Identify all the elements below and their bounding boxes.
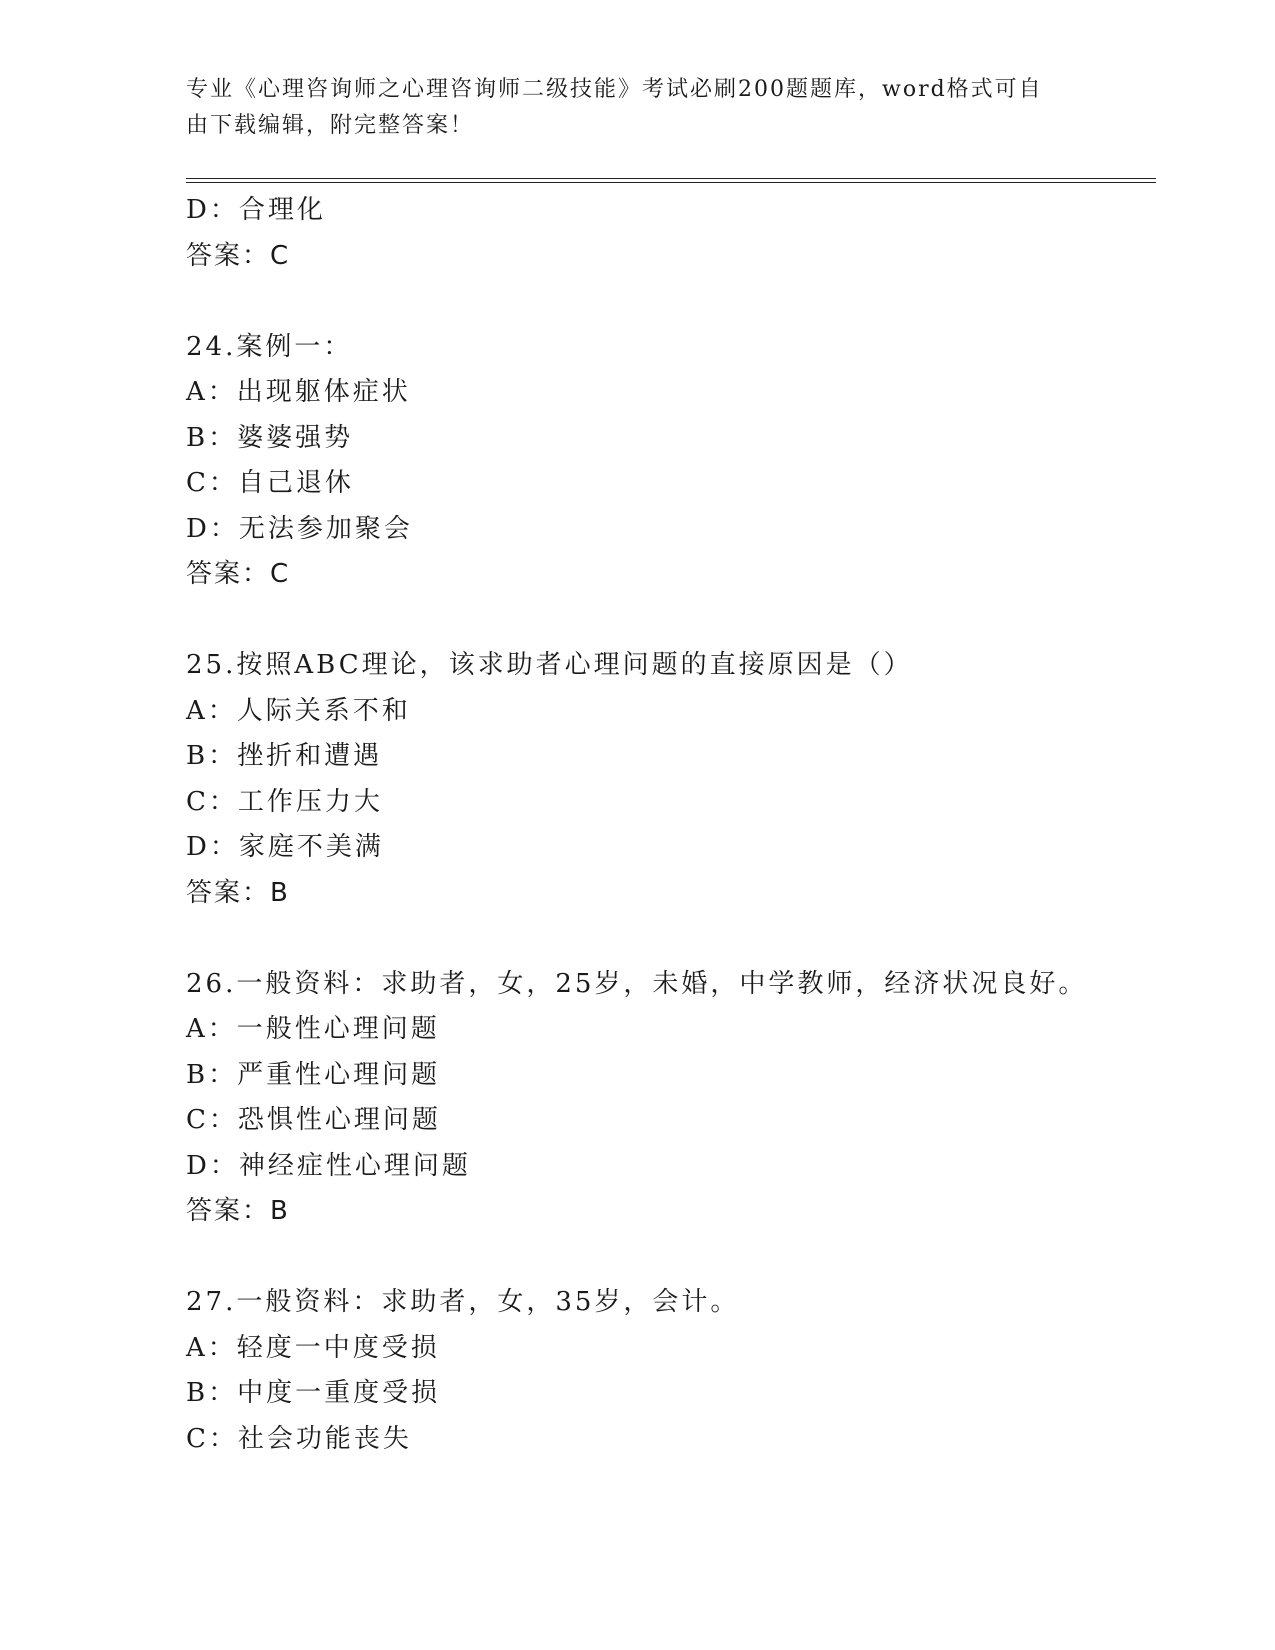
question-block-24 [186, 325, 1146, 598]
option-c: C：社会功能丧失 [186, 1423, 412, 1454]
option-a: A：一般性心理问题 [186, 1014, 440, 1044]
spacer [186, 279, 1146, 325]
header-divider [186, 178, 1156, 183]
option-d: D：合理化 [186, 195, 326, 225]
answer-line: 答案：B [186, 1196, 290, 1226]
option-d: D：家庭不美满 [186, 832, 384, 862]
option-b: B：严重性心理问题 [186, 1059, 441, 1090]
question-text: 26.一般资料：求助者，女，25岁，未婚，中学教师，经济状况良好。 [186, 968, 1088, 999]
header-line-1: 专业《心理咨询师之心理咨询师二级技能》考试必刷200题题库，word格式可自 [186, 77, 1043, 102]
answer-line: 答案：B [186, 877, 290, 908]
option-d: D：神经症性心理问题 [186, 1150, 471, 1181]
option-a: A：轻度一中度受损 [186, 1332, 440, 1363]
question-block-26 [186, 962, 1146, 1235]
option-d: D：无法参加聚会 [186, 513, 413, 544]
option-c: C：工作压力大 [186, 786, 383, 817]
question-text: 25.按照ABC理论，该求助者心理问题的直接原因是（） [186, 650, 913, 680]
option-c: C：恐惧性心理问题 [186, 1105, 441, 1135]
answer-line: 答案：C [186, 559, 291, 589]
option-a: A：人际关系不和 [186, 695, 411, 726]
document-header [186, 72, 1066, 144]
question-text: 24.案例一： [186, 331, 353, 362]
option-a: A：出现躯体症状 [186, 377, 411, 407]
question-text: 27.一般资料：求助者，女，35岁，会计。 [186, 1287, 740, 1317]
option-b: B：婆婆强势 [186, 422, 354, 453]
option-b: B：挫折和遭遇 [186, 741, 383, 771]
question-list [186, 188, 1146, 1462]
option-b: B：中度一重度受损 [186, 1378, 441, 1408]
header-line-2: 由下载编辑，附完整答案！ [186, 113, 475, 138]
spacer [186, 916, 1146, 962]
question-block-27 [186, 1280, 1146, 1462]
question-block-25 [186, 643, 1146, 916]
spacer [186, 598, 1146, 644]
spacer [186, 1235, 1146, 1281]
answer-line: 答案：C [186, 240, 291, 271]
option-c: C：自己退休 [186, 468, 354, 498]
